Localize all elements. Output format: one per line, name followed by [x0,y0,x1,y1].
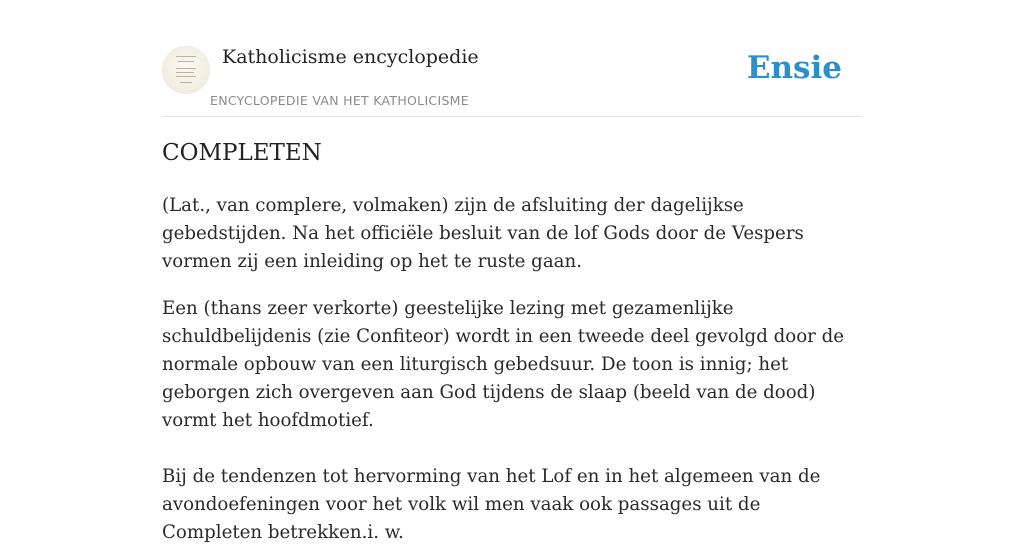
entry-paragraph: (Lat., van complere, volmaken) zijn de afsluiting der dagelijkse gebedstijden. Na het officiële besluit van de lof Gods door de Vespers vormen zij een inleiding op het te ruste gaan. [162,195,804,272]
site-header [162,40,862,117]
page [162,0,862,543]
entry-paragraph: Bij de tendenzen tot hervorming van het Lof en in het algemeen van de avondoefeningen voor het volk wil men vaak ook passages uit de Completen betrekken. [162,466,821,543]
site-subtitle: ENCYCLOPEDIE VAN HET KATHOLICISME [210,93,469,108]
entry-paragraph: Een (thans zeer verkorte) geestelijke lezing met gezamenlijke schuldbelijdenis (zie Confiteor) wordt in een tweede deel gevolgd door de normale opbouw van een liturgisch gebedsuur. De toon is innig; het geborgen zich overgeven aan God tijdens de slaap (beeld van de dood) vormt het hoofdmotief. [162,298,845,431]
entry-author: i. w. [367,522,404,543]
site-title[interactable]: Katholicisme encyclopedie [222,46,479,68]
encyclopedia-cover-icon[interactable] [162,46,210,94]
entry-title: COMPLETEN [162,140,322,166]
entry-body [162,295,862,547]
brand-logo[interactable]: Ensie [746,50,842,86]
